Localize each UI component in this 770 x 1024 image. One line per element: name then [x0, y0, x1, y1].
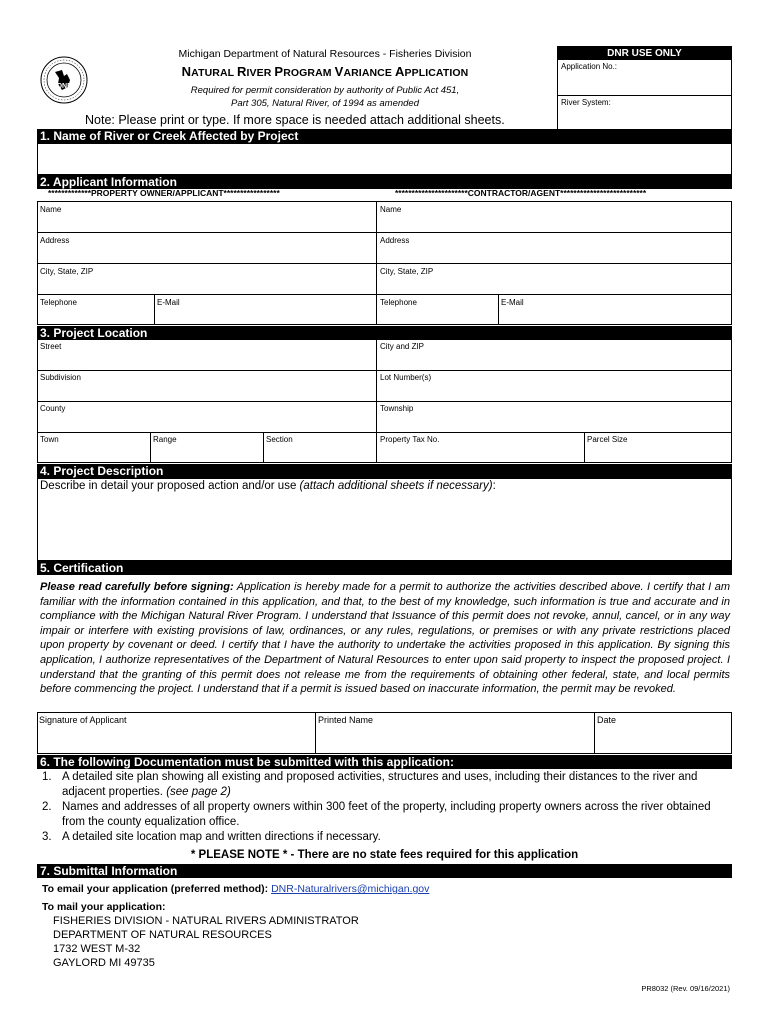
contractor-email-field[interactable]: E-Mail	[501, 298, 524, 307]
owner-city-state-zip-field[interactable]: City, State, ZIP	[40, 267, 94, 276]
contractor-address-field[interactable]: Address	[380, 236, 410, 245]
dnr-use-only-box	[557, 46, 732, 130]
owner-email-field[interactable]: E-Mail	[157, 298, 180, 307]
mail-instruction: To mail your application:	[42, 901, 166, 913]
river-system-field: River System:	[558, 95, 731, 130]
list-item: 1. A detailed site plan showing all existing and proposed activities, structures and uses, including their distances to the river and adjacent properties. (see page 2)	[42, 771, 698, 798]
section-7-heading: 7. Submittal Information	[37, 864, 732, 878]
contractor-city-state-zip-field[interactable]: City, State, ZIP	[380, 267, 434, 276]
contractor-telephone-field[interactable]: Telephone	[380, 298, 417, 307]
contractor-agent-heading: **********************CONTRACTOR/AGENT**************************	[395, 188, 647, 198]
print-type-note: Note: Please print or type. If more space is needed attach additional sheets.	[85, 113, 505, 127]
section-field[interactable]: Section	[266, 435, 293, 444]
printed-name-field[interactable]: Printed Name	[318, 715, 374, 725]
owner-telephone-field[interactable]: Telephone	[40, 298, 77, 307]
project-description-instruction: Describe in detail your proposed action and/or use (attach additional sheets if necessary):	[40, 480, 496, 492]
dnr-use-only-heading: DNR USE ONLY	[558, 47, 731, 60]
no-fees-note: * PLEASE NOTE * - There are no state fees required for this application	[190, 849, 579, 861]
owner-address-field[interactable]: Address	[40, 236, 70, 245]
section-4-heading: 4. Project Description	[37, 464, 732, 478]
subdivision-field[interactable]: Subdivision	[40, 373, 81, 382]
parcel-size-field[interactable]: Parcel Size	[587, 435, 628, 444]
section-3-heading: 3. Project Location	[37, 326, 732, 340]
town-field[interactable]: Town	[40, 435, 59, 444]
owner-name-field[interactable]: Name	[40, 205, 62, 214]
certification-text: Please read carefully before signing: Application is hereby made for a permit to authorize the activities described above. I certify that I am familiar with the information contained in this application, and that, to the best of my knowledge, such information is true and accurate and in compliance with the Michigan Natural River Program. I understand that Issuance of this permit does not revoke, annul, cancel, or in any way impair or interfere with existing provisions of law, ordinances, or any rules, regulations, or premises or with any private restrictions placed upon property by covenant or deed. I certify that I have the authority to undertake the activities proposed in this application. By signing this application, I authorize representatives of the Department of Natural Resources to enter upon said property to inspect the proposed project. I understand that the granting of this permit does not release me from the requirements of obtaining other federal, state, and local permits before commencing the project. I understand that if a permit is issued based on inaccurate information, the permit may be revoked.	[40, 581, 730, 696]
mailing-address: FISHERIES DIVISION - NATURAL RIVERS ADMINISTRATOR DEPARTMENT OF NATURAL RESOURCES 1732 WEST M-32 GAYLORD MI 49735	[53, 915, 359, 969]
lot-numbers-field[interactable]: Lot Number(s)	[380, 373, 432, 382]
river-name-field[interactable]	[37, 143, 732, 175]
section-1-heading: 1. Name of River or Creek Affected by Project	[37, 129, 732, 143]
form-title: NATURAL RIVER PROGRAM VARIANCE APPLICATION	[181, 64, 469, 79]
property-tax-no-field[interactable]: Property Tax No.	[380, 435, 440, 444]
agency-name: Michigan Department of Natural Resources - Fisheries Division	[178, 48, 472, 60]
city-zip-field[interactable]: City and ZIP	[380, 342, 425, 351]
section-2-heading: 2. Applicant Information	[37, 175, 732, 189]
list-item: 3. A detailed site location map and written directions if necessary.	[42, 831, 381, 843]
seal-text: DNR	[57, 83, 73, 90]
street-field[interactable]: Street	[40, 342, 62, 351]
county-field[interactable]: County	[40, 404, 66, 413]
application-no-field: Application No.:	[561, 62, 618, 71]
township-field[interactable]: Township	[380, 404, 414, 413]
range-field[interactable]: Range	[153, 435, 177, 444]
section-5-heading: 5. Certification	[37, 561, 732, 575]
signature-field[interactable]: Signature of Applicant	[39, 715, 127, 725]
list-item: 2. Names and addresses of all property owners within 300 feet of the property, including property owners across the river obtained from the county equalization office.	[42, 801, 711, 828]
signature-row	[37, 712, 732, 754]
owner-applicant-heading: *************PROPERTY OWNER/APPLICANT*****************	[48, 188, 280, 198]
form-number: PR8032 (Rev. 09/16/2021)	[641, 984, 730, 993]
section-6-heading: 6. The following Documentation must be submitted with this application:	[37, 755, 732, 769]
contractor-name-field[interactable]: Name	[380, 205, 402, 214]
email-instruction: To email your application (preferred method): DNR-Naturalrivers@michigan.gov	[42, 883, 430, 895]
form-authority: Required for permit consideration by authority of Public Act 451, Part 305, Natural River, of 1994 as amended	[190, 85, 460, 109]
michigan-seal-icon	[40, 56, 88, 104]
documentation-list	[42, 770, 732, 845]
email-link[interactable]: DNR-Naturalrivers@michigan.gov	[271, 883, 430, 895]
date-field[interactable]: Date	[597, 715, 617, 725]
